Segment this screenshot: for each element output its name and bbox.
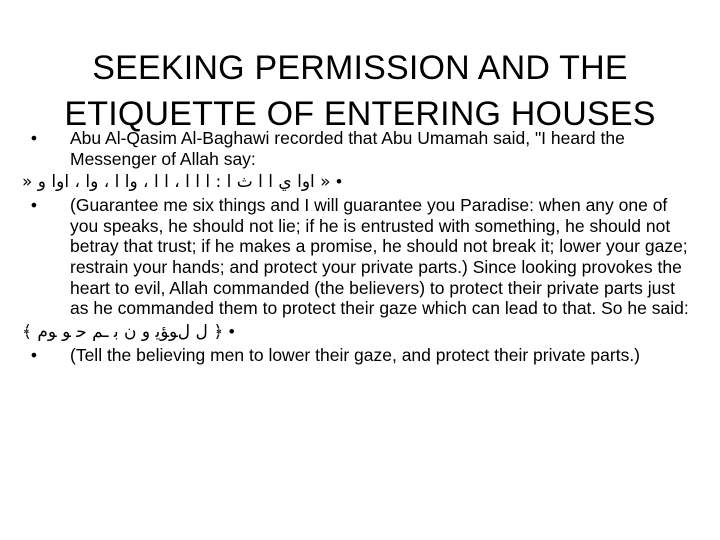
bullet-icon: • — [30, 128, 38, 148]
bullet-icon: • — [335, 172, 342, 192]
bullet-item-arabic-verse — [22, 319, 692, 345]
bullet-icon: • — [30, 344, 38, 365]
bullet-text: Abu Al-Qasim Al-Baghawi recorded that Abu Umamah said, "I heard the Messenger of Allah say: — [70, 128, 625, 169]
bullet-list — [22, 128, 692, 365]
bullet-item-verse-translation — [22, 345, 692, 366]
bullet-text: (Tell the believing men to lower their gaze, and protect their private parts.) — [70, 344, 641, 365]
bullet-icon: • — [228, 321, 235, 341]
bullet-item-arabic-hadith — [22, 169, 692, 195]
arabic-verse-text: ﴿ ل لﻮﺆﻳ و ن ﺑ ـﻢ ﺣ ﻮ ﻮﻡ ﴾ — [22, 321, 224, 342]
bullet-text: (Guarantee me six things and I will guarantee you Paradise: when any one of you speaks, he should not lie; if he is entrusted with something, he should not betray that trust; if he makes a promise, he should not break it; lower your gaze; restrain your hands; and protect your private parts.) Since looking provokes the heart to evil, Allah commanded (the believers) to protect their private parts just as he commanded them to protect their gaze which can lead to that. So he said: — [70, 195, 689, 319]
bullet-item-translation — [22, 195, 692, 319]
slide-title — [40, 45, 680, 137]
bullet-icon: • — [30, 195, 38, 216]
slide-title-line-2: ETIQUETTE OF ENTERING HOUSES — [64, 94, 656, 133]
arabic-hadith-text: « اوا ي ا ا ث ا : ا ا ا ، ا ا ، وا ا ، وا ، اوا و « — [22, 172, 331, 193]
slide-title-line-1: SEEKING PERMISSION AND THE — [92, 48, 628, 87]
bullet-item-narration — [22, 128, 692, 169]
